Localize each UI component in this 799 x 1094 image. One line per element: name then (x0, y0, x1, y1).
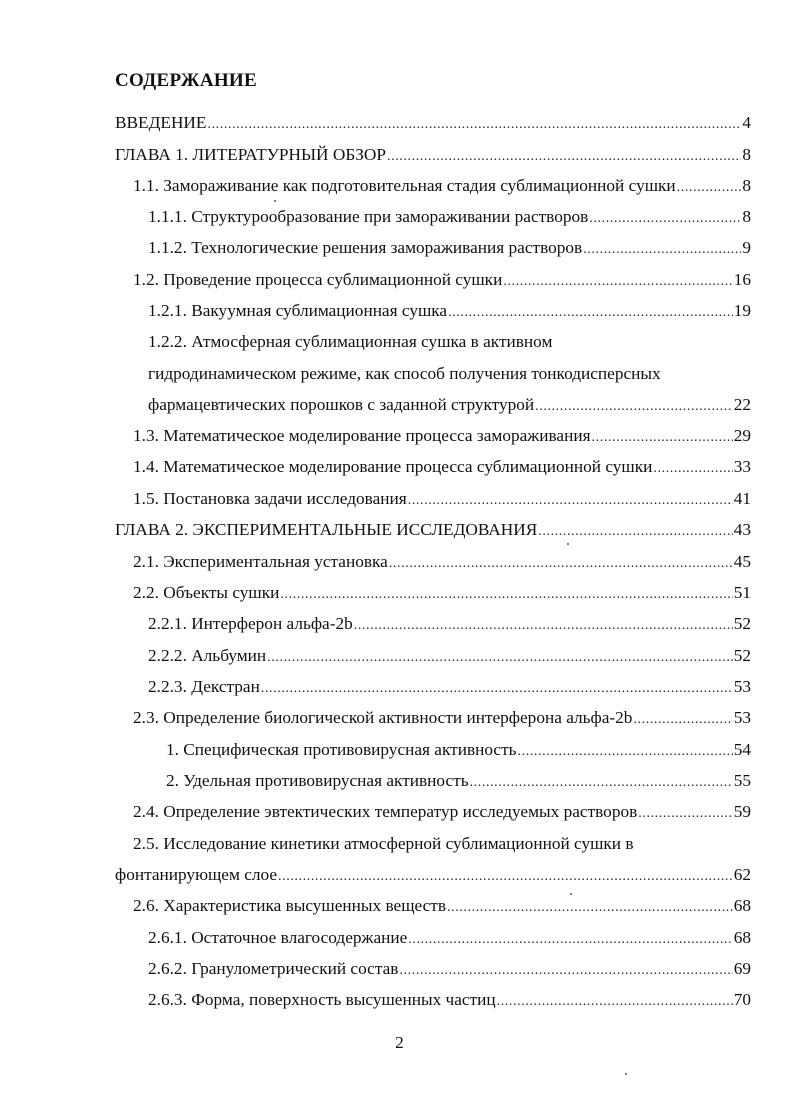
toc-leader-dots (354, 618, 733, 634)
toc-entry[interactable] (133, 457, 751, 477)
toc-leader-dots (535, 399, 733, 415)
toc-entry-title: 2.2.2. Альбумин (148, 646, 267, 665)
toc-leader-dots (207, 117, 741, 133)
toc-entry[interactable] (148, 614, 751, 634)
toc-entry-page: 68 (733, 928, 751, 947)
toc-leader-dots (583, 242, 741, 258)
toc-entry[interactable] (115, 865, 751, 885)
toc-entry[interactable] (133, 583, 751, 603)
toc-entry-title: 2.6.3. Форма, поверхность высушенных частиц (148, 990, 496, 1009)
toc-entry-page: 52 (733, 614, 751, 633)
toc-entry-title: 2. Удельная противовирусная активность (166, 771, 469, 790)
toc-entry-page: 53 (733, 677, 751, 696)
toc-entry-title-line: гидродинамическом режиме, как способ получения тонкодисперсных (148, 364, 661, 383)
scan-speck (567, 543, 569, 545)
toc-entry-page: 16 (733, 270, 751, 289)
toc-entry-page: 51 (733, 583, 751, 602)
toc-entry[interactable] (133, 552, 751, 572)
toc-entry-title: 2.4. Определение эвтектических температур исследуемых растворов (133, 802, 638, 821)
toc-entry[interactable] (133, 896, 751, 916)
toc-entry-title: 1.5. Постановка задачи исследования (133, 489, 407, 508)
toc-entry[interactable] (133, 802, 751, 822)
toc-entry-title: 2.1. Экспериментальная установка (133, 552, 388, 571)
toc-entry-page: 53 (733, 708, 751, 727)
toc-leader-dots (387, 149, 741, 165)
toc-leader-dots (470, 775, 733, 791)
toc-entry-title: 2.6. Характеристика высушенных веществ (133, 896, 446, 915)
toc-entry-page: 69 (733, 959, 751, 978)
toc-entry-page: 62 (733, 865, 751, 884)
toc-leader-dots (447, 900, 733, 916)
toc-entry[interactable] (148, 928, 751, 948)
toc-entry[interactable] (148, 677, 751, 697)
toc-entry-title: 2.2.3. Декстран (148, 677, 260, 696)
toc-entry[interactable] (148, 238, 751, 258)
toc-leader-dots (638, 806, 732, 822)
toc-entry-title: 1. Специфическая противовирусная активность (166, 740, 517, 759)
toc-leader-dots (267, 650, 733, 666)
toc-entry-title: 1.3. Математическое моделирование процесса замораживания (133, 426, 591, 445)
toc-entry-page: 45 (733, 552, 751, 571)
toc-entry-page: 29 (733, 426, 751, 445)
toc-entry-title: 2.6.2. Гранулометрический состав (148, 959, 399, 978)
toc-entry-title: фонтанирующем слое (115, 865, 278, 884)
toc-entry-title: 1.2.1. Вакуумная сублимационная сушка (148, 301, 448, 320)
toc-entry-page: 70 (733, 990, 751, 1009)
toc-entry-page: 68 (733, 896, 751, 915)
toc-entry[interactable] (115, 145, 751, 165)
toc-entry-title-line: 1.2.2. Атмосферная сублимационная сушка в активном (148, 332, 553, 351)
toc-leader-dots (399, 963, 732, 979)
toc-leader-dots (389, 556, 733, 572)
page-title: СОДЕРЖАНИЕ (115, 70, 257, 91)
toc-entry-title: 1.1. Замораживание как подготовительная стадия сублимационной сушки (133, 176, 676, 195)
toc-entry-page: 8 (742, 145, 751, 164)
toc-entry[interactable] (133, 708, 751, 728)
toc-leader-dots (633, 712, 732, 728)
toc-entry-page: 22 (733, 395, 751, 414)
toc-leader-dots (518, 744, 733, 760)
scan-speck (625, 1073, 627, 1075)
toc-entry[interactable] (166, 740, 751, 760)
toc-entry[interactable] (148, 395, 751, 415)
toc-leader-dots (589, 211, 741, 227)
toc-entry-title: ВВЕДЕНИЕ (115, 113, 207, 132)
toc-entry-page: 59 (733, 802, 751, 821)
toc-entry-title: 1.4. Математическое моделирование процесса сублимационной сушки (133, 457, 653, 476)
scan-speck (274, 200, 276, 202)
toc-entry-title: 1.1.1. Структурообразование при замораживании растворов (148, 207, 589, 226)
toc-entry[interactable] (133, 426, 751, 446)
toc-entry-title: ГЛАВА 1. ЛИТЕРАТУРНЫЙ ОБЗОР (115, 145, 386, 164)
toc-leader-dots (503, 274, 732, 290)
toc-leader-dots (278, 869, 733, 885)
toc-entry-title: 1.1.2. Технологические решения замораживания растворов (148, 238, 583, 257)
toc-entry-title: ГЛАВА 2. ЭКСПЕРИМЕНТАЛЬНЫЕ ИССЛЕДОВАНИЯ (115, 520, 538, 539)
toc-entry[interactable] (166, 771, 751, 791)
toc-entry-title: 2.6.1. Остаточное влагосодержание (148, 928, 408, 947)
toc-entry-page: 9 (742, 238, 751, 257)
toc-entry-page: 43 (733, 520, 751, 539)
toc-leader-dots (497, 994, 733, 1010)
toc-entry-page: 54 (733, 740, 751, 759)
toc-entry[interactable] (133, 176, 751, 196)
toc-leader-dots (653, 461, 732, 477)
toc-leader-dots (280, 587, 732, 603)
toc-entry-title: фармацевтических порошков с заданной структурой (148, 395, 535, 414)
toc-entry[interactable] (148, 207, 751, 227)
toc-entry-title: 2.2.1. Интерферон альфа-2b (148, 614, 353, 633)
page-number: 2 (395, 1033, 404, 1052)
toc-entry-page: 8 (742, 207, 751, 226)
toc-leader-dots (538, 524, 732, 540)
toc-entry[interactable] (148, 990, 751, 1010)
toc-entry-title: 2.2. Объекты сушки (133, 583, 280, 602)
toc-entry-title: 2.3. Определение биологической активности интерферона альфа-2b (133, 708, 633, 727)
toc-entry-page: 33 (733, 457, 751, 476)
toc-entry[interactable] (133, 270, 751, 290)
toc-entry[interactable] (148, 646, 751, 666)
toc-leader-dots (261, 681, 733, 697)
toc-entry[interactable] (115, 113, 751, 133)
toc-leader-dots (592, 430, 733, 446)
toc-leader-dots (408, 932, 732, 948)
toc-entry-page: 4 (742, 113, 751, 132)
toc-entry-page: 55 (733, 771, 751, 790)
scan-speck (570, 893, 572, 895)
toc-leader-dots (448, 305, 733, 321)
toc-entry-page: 52 (733, 646, 751, 665)
toc-entry[interactable] (133, 489, 751, 509)
toc-entry-page: 41 (733, 489, 751, 508)
toc-entry[interactable] (148, 301, 751, 321)
toc-entry[interactable] (115, 520, 751, 540)
toc-entry-title: 1.2. Проведение процесса сублимационной сушки (133, 270, 503, 289)
toc-leader-dots (408, 493, 733, 509)
toc-entry-title-line: 2.5. Исследование кинетики атмосферной сублимационной сушки в (133, 834, 634, 853)
toc-entry-page: 8 (742, 176, 751, 195)
toc-entry[interactable] (148, 959, 751, 979)
toc-entry-page: 19 (733, 301, 751, 320)
toc-leader-dots (677, 180, 742, 196)
